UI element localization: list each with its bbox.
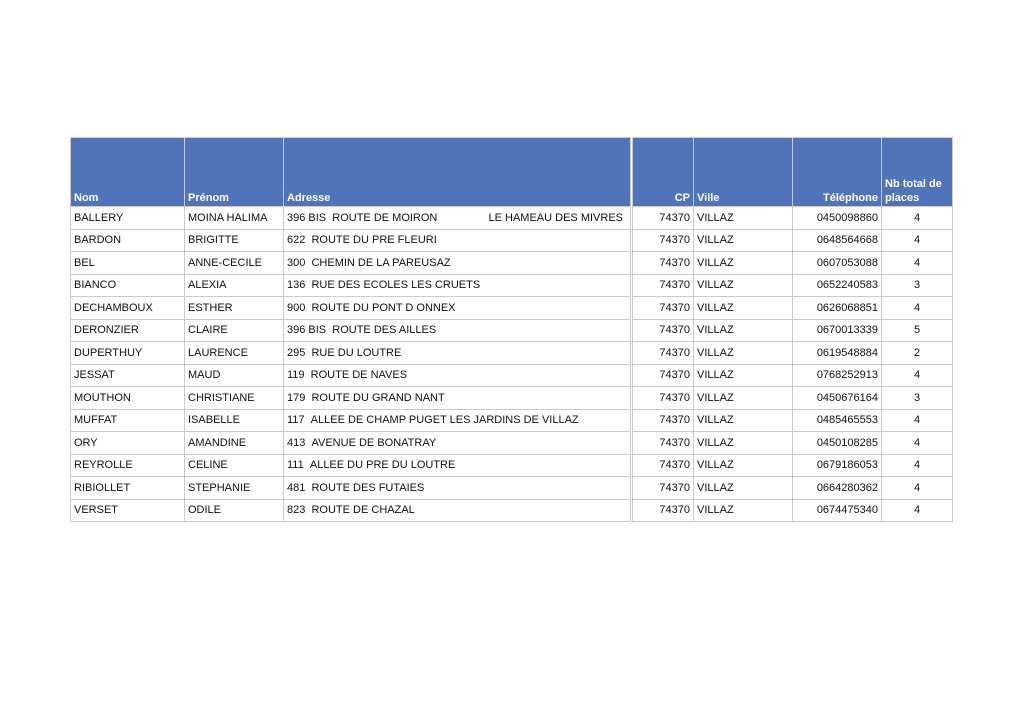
- address-number: 396 BIS: [287, 211, 327, 224]
- cell-nom: JESSAT: [71, 364, 185, 387]
- address-street: ROUTE DE MOIRON: [332, 211, 438, 224]
- table-row: [71, 252, 953, 275]
- cell-cp: 74370: [632, 364, 694, 387]
- table-row: [71, 207, 953, 230]
- cell-prenom: STEPHANIE: [185, 477, 284, 500]
- cell-cp: 74370: [632, 319, 694, 342]
- address-number: 117: [287, 414, 305, 427]
- cell-nom: MUFFAT: [71, 409, 185, 432]
- address-number: 823: [287, 504, 306, 517]
- address-street: ROUTE DU GRAND NANT: [311, 391, 445, 404]
- cell-adresse: [284, 454, 632, 477]
- cell-telephone: 0450676164: [793, 387, 882, 410]
- cell-adresse: [284, 409, 632, 432]
- cell-adresse: [284, 274, 632, 297]
- address-number: 481: [287, 481, 306, 494]
- cell-ville: VILLAZ: [694, 432, 793, 455]
- cell-adresse: [284, 342, 632, 365]
- cell-ville: VILLAZ: [694, 342, 793, 365]
- cell-prenom: LAURENCE: [185, 342, 284, 365]
- address-street: CHEMIN DE LA PAREUSAZ: [311, 256, 451, 269]
- cell-prenom: BRIGITTE: [185, 229, 284, 252]
- cell-telephone: 0626068851: [793, 297, 882, 320]
- address-street: ROUTE DE CHAZAL: [311, 504, 415, 517]
- cell-telephone: 0652240583: [793, 274, 882, 297]
- cell-telephone: 0619548884: [793, 342, 882, 365]
- cell-telephone: 0679186053: [793, 454, 882, 477]
- cell-cp: 74370: [632, 342, 694, 365]
- cell-places: 4: [882, 432, 953, 455]
- cell-places: 3: [882, 387, 953, 410]
- cell-ville: VILLAZ: [694, 364, 793, 387]
- address-street: AVENUE DE BONATRAY: [311, 436, 437, 449]
- address-street: RUE DES ECOLES LES CRUETS: [311, 279, 481, 292]
- cell-cp: 74370: [632, 387, 694, 410]
- cell-telephone: 0450098860: [793, 207, 882, 230]
- cell-cp: 74370: [632, 297, 694, 320]
- cell-nom: BARDON: [71, 229, 185, 252]
- cell-places: 4: [882, 477, 953, 500]
- cell-prenom: ALEXIA: [185, 274, 284, 297]
- header-prenom: Prénom: [185, 138, 284, 207]
- table-row: [71, 432, 953, 455]
- cell-prenom: MOINA HALIMA: [185, 207, 284, 230]
- cell-ville: VILLAZ: [694, 477, 793, 500]
- header-nom: Nom: [71, 138, 185, 207]
- cell-prenom: MAUD: [185, 364, 284, 387]
- address-number: 119: [287, 369, 305, 382]
- cell-adresse: [284, 229, 632, 252]
- cell-nom: MOUTHON: [71, 387, 185, 410]
- table-row: [71, 297, 953, 320]
- cell-ville: VILLAZ: [694, 409, 793, 432]
- cell-nom: VERSET: [71, 499, 185, 522]
- cell-nom: BALLERY: [71, 207, 185, 230]
- cell-places: 4: [882, 499, 953, 522]
- cell-prenom: ANNE-CECILE: [185, 252, 284, 275]
- cell-prenom: AMANDINE: [185, 432, 284, 455]
- cell-cp: 74370: [632, 252, 694, 275]
- cell-nom: DECHAMBOUX: [71, 297, 185, 320]
- address-number: 295: [287, 346, 306, 359]
- cell-telephone: 0450108285: [793, 432, 882, 455]
- cell-ville: VILLAZ: [694, 207, 793, 230]
- cell-telephone: 0768252913: [793, 364, 882, 387]
- cell-adresse: [284, 207, 632, 230]
- cell-cp: 74370: [632, 432, 694, 455]
- table-body: [71, 207, 953, 522]
- cell-adresse: [284, 499, 632, 522]
- table-row: [71, 342, 953, 365]
- address-number: 179: [287, 391, 306, 404]
- address-number: 300: [287, 256, 306, 269]
- cell-prenom: ISABELLE: [185, 409, 284, 432]
- cell-nom: DUPERTHUY: [71, 342, 185, 365]
- cell-places: 4: [882, 454, 953, 477]
- cell-adresse: [284, 387, 632, 410]
- contacts-table: [70, 137, 953, 522]
- cell-places: 4: [882, 229, 953, 252]
- cell-telephone: 0664280362: [793, 477, 882, 500]
- cell-ville: VILLAZ: [694, 297, 793, 320]
- address-street: ROUTE DU PRE FLEURI: [311, 234, 437, 247]
- table-row: [71, 499, 953, 522]
- table-row: [71, 229, 953, 252]
- cell-telephone: 0674475340: [793, 499, 882, 522]
- table-row: [71, 409, 953, 432]
- cell-ville: VILLAZ: [694, 499, 793, 522]
- cell-ville: VILLAZ: [694, 454, 793, 477]
- address-street: ROUTE DU PONT D ONNEX: [311, 301, 456, 314]
- table-row: [71, 364, 953, 387]
- cell-telephone: 0607053088: [793, 252, 882, 275]
- cell-places: 3: [882, 274, 953, 297]
- address-street: ROUTE DES FUTAIES: [311, 481, 425, 494]
- cell-places: 4: [882, 409, 953, 432]
- address-number: 413: [287, 436, 306, 449]
- cell-ville: VILLAZ: [694, 252, 793, 275]
- cell-cp: 74370: [632, 477, 694, 500]
- cell-cp: 74370: [632, 207, 694, 230]
- header-adresse: Adresse: [284, 138, 632, 207]
- cell-prenom: ESTHER: [185, 297, 284, 320]
- cell-nom: RIBIOLLET: [71, 477, 185, 500]
- address-extra: LE HAMEAU DES MIVRES: [488, 211, 623, 224]
- cell-adresse: [284, 432, 632, 455]
- cell-nom: BEL: [71, 252, 185, 275]
- header-row: [71, 138, 953, 207]
- cell-nom: REYROLLE: [71, 454, 185, 477]
- cell-cp: 74370: [632, 454, 694, 477]
- cell-places: 4: [882, 252, 953, 275]
- table-row: [71, 274, 953, 297]
- header-telephone: Téléphone: [793, 138, 882, 207]
- cell-adresse: [284, 319, 632, 342]
- cell-adresse: [284, 252, 632, 275]
- cell-prenom: CHRISTIANE: [185, 387, 284, 410]
- cell-nom: DERONZIER: [71, 319, 185, 342]
- table-row: [71, 454, 953, 477]
- cell-adresse: [284, 477, 632, 500]
- address-street: ROUTE DE NAVES: [310, 369, 408, 382]
- address-street: ROUTE DES AILLES: [332, 324, 437, 337]
- header-cp: CP: [632, 138, 694, 207]
- cell-adresse: [284, 364, 632, 387]
- cell-cp: 74370: [632, 499, 694, 522]
- cell-cp: 74370: [632, 409, 694, 432]
- cell-places: 4: [882, 207, 953, 230]
- cell-places: 5: [882, 319, 953, 342]
- cell-places: 4: [882, 297, 953, 320]
- cell-adresse: [284, 297, 632, 320]
- address-number: 396 BIS: [287, 324, 327, 337]
- address-number: 622: [287, 234, 306, 247]
- cell-ville: VILLAZ: [694, 229, 793, 252]
- cell-cp: 74370: [632, 274, 694, 297]
- address-street: ALLEE DE CHAMP PUGET LES JARDINS DE VILLAZ: [310, 414, 579, 427]
- table-row: [71, 319, 953, 342]
- cell-nom: BIANCO: [71, 274, 185, 297]
- cell-telephone: 0670013339: [793, 319, 882, 342]
- cell-cp: 74370: [632, 229, 694, 252]
- cell-places: 2: [882, 342, 953, 365]
- cell-prenom: CLAIRE: [185, 319, 284, 342]
- address-street: RUE DU LOUTRE: [311, 346, 402, 359]
- cell-ville: VILLAZ: [694, 319, 793, 342]
- cell-ville: VILLAZ: [694, 387, 793, 410]
- cell-telephone: 0485465553: [793, 409, 882, 432]
- address-number: 900: [287, 301, 306, 314]
- cell-ville: VILLAZ: [694, 274, 793, 297]
- address-street: ALLEE DU PRE DU LOUTRE: [309, 459, 456, 472]
- table-row: [71, 387, 953, 410]
- cell-places: 4: [882, 364, 953, 387]
- header-ville: Ville: [694, 138, 793, 207]
- address-number: 136: [287, 279, 306, 292]
- header-places: Nb total de places: [882, 138, 953, 207]
- cell-nom: ORY: [71, 432, 185, 455]
- cell-telephone: 0648564668: [793, 229, 882, 252]
- cell-prenom: CELINE: [185, 454, 284, 477]
- cell-prenom: ODILE: [185, 499, 284, 522]
- address-number: 111: [287, 459, 304, 472]
- table-row: [71, 477, 953, 500]
